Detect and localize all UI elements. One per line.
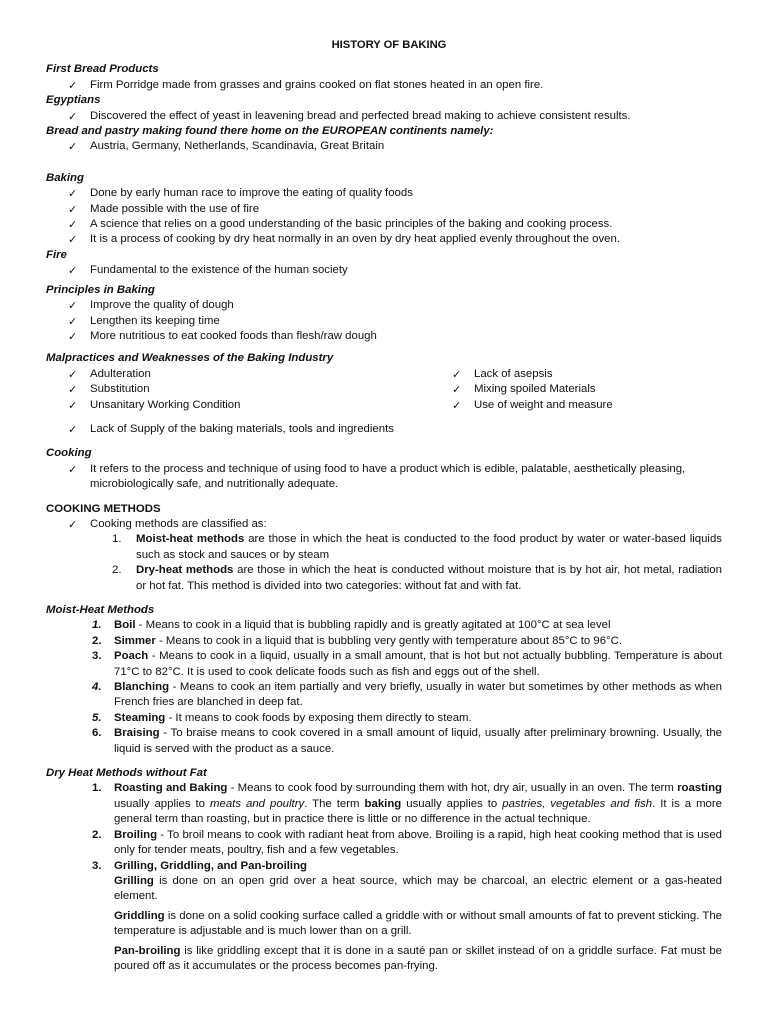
list-dry-heat bbox=[46, 781, 722, 974]
check-icon: ✓ bbox=[68, 329, 78, 343]
heading-baking: Baking bbox=[46, 171, 84, 184]
check-icon: ✓ bbox=[68, 462, 78, 476]
check-icon: ✓ bbox=[68, 78, 78, 92]
list-item: ✓ A science that relies on a good understanding of the basic principles of the baking and cooking process. bbox=[68, 218, 613, 232]
check-icon: ✓ bbox=[452, 367, 462, 381]
heading-dry-heat: Dry Heat Methods without Fat bbox=[46, 767, 207, 780]
check-icon: ✓ bbox=[68, 398, 78, 412]
list-item: ✓ Unsanitary Working Condition bbox=[68, 398, 241, 412]
list-item: ✓ Use of weight and measure bbox=[452, 398, 613, 412]
check-icon: ✓ bbox=[452, 383, 462, 397]
list-baking bbox=[46, 186, 722, 248]
heading-moist-heat: Moist-Heat Methods bbox=[46, 604, 155, 616]
list-fire bbox=[46, 263, 722, 278]
list-cooking-methods bbox=[46, 517, 722, 594]
list-item: ✓ Fundamental to the existence of the human society bbox=[68, 264, 348, 278]
heading-cooking-methods: COOKING METHODS bbox=[46, 502, 161, 515]
list-item: ✓ Improve the quality of dough bbox=[68, 299, 234, 313]
list-malpractices-left bbox=[46, 367, 430, 413]
check-icon: ✓ bbox=[68, 422, 78, 436]
list-item: 4. Blanching - Means to cook an item partially and very briefly, usually in water but sometimes by other methods as when French fries are blanched in deep fat. bbox=[92, 681, 722, 709]
list-item: 1. Boil - Means to cook in a liquid that is bubbling rapidly and is greatly agitated at 100°C at sea level bbox=[92, 619, 611, 632]
list-item: 1. Moist-heat methods are those in which the heat is conducted to the food product by water or water-based liquids such as stock and sauces or by steam bbox=[112, 533, 722, 561]
list-item: ✓ Discovered the effect of yeast in leavening bread and perfected bread making to achieve consistent results. bbox=[68, 109, 631, 123]
check-icon: ✓ bbox=[452, 398, 462, 412]
list-cooking bbox=[46, 462, 722, 493]
check-icon: ✓ bbox=[68, 187, 78, 201]
list-item: ✓ Lengthen its keeping time bbox=[68, 314, 220, 328]
list-item: 6. Braising - To braise means to cook covered in a small amount of liquid, usually after preliminary browning. Usually, the liquid is served with the product as a sauce. bbox=[92, 727, 722, 755]
list-item: ✓ It refers to the process and technique of using food to have a product which is edible, palatable, aesthetically pleasing, microbiologically safe, and nutritionally adequate. bbox=[68, 462, 686, 491]
check-icon: ✓ bbox=[68, 367, 78, 381]
heading-malpractices: Malpractices and Weaknesses of the Baking Industry bbox=[46, 352, 334, 365]
list-item: ✓ Cooking methods are classified as: 1. Moist-heat methods are those in which the heat is conducted to the food product by water or water-based liquids such as stock and sauces or by steam 2. Dry-heat methods are those in which the heat is conducted without moisture that is by hot air, hot metal, radiation or hot fat. This method is divided into two categories: without fat and with fat. bbox=[68, 517, 722, 594]
list-item: 3. Poach - Means to cook in a liquid, usually in a small amount, that is hot but not actually bubbling. Temperature is about 71°C to 82°C. It is used to cook delicate foods such as fish and eggs out of the shell. bbox=[92, 650, 722, 678]
list-item: ✓ Done by early human race to improve the eating of quality foods bbox=[68, 187, 413, 201]
check-icon: ✓ bbox=[68, 517, 78, 531]
list-item: ✓ Mixing spoiled Materials bbox=[452, 383, 596, 397]
list-item: ✓ Lack of asepsis bbox=[452, 367, 553, 381]
list-item: 5. Steaming - It means to cook foods by exposing them directly to steam. bbox=[92, 711, 472, 724]
list-item: ✓ Austria, Germany, Netherlands, Scandinavia, Great Britain bbox=[68, 140, 385, 154]
list-malpractices-extra bbox=[46, 422, 722, 437]
heading-egyptians: Egyptians bbox=[46, 94, 101, 107]
check-icon: ✓ bbox=[68, 140, 78, 154]
list-egyptians bbox=[46, 109, 722, 124]
paragraph-pan-broiling: Pan-broiling is like griddling except that it is done in a sauté pan or skillet instead of on a griddle surface. Fat must be poured off as it accumulates or the process becomes pan-frying. bbox=[114, 944, 722, 972]
list-item: ✓ Lack of Supply of the baking materials, tools and ingredients bbox=[68, 422, 394, 436]
paragraph-griddling: Griddling is done on a solid cooking surface called a griddle with or without small amounts of fat to prevent sticking. The temperature is adjustable and is much lower than on a grill. bbox=[114, 909, 722, 938]
check-icon: ✓ bbox=[68, 299, 78, 313]
check-icon: ✓ bbox=[68, 109, 78, 123]
list-item: ✓ Substitution bbox=[68, 383, 150, 397]
list-item: ✓ Firm Porridge made from grasses and grains cooked on flat stones heated in an open fire. bbox=[68, 78, 544, 92]
list-method-classes bbox=[90, 532, 722, 594]
list-item: ✓ Made possible with the use of fire bbox=[68, 202, 260, 216]
list-item: 1. Roasting and Baking - Means to cook food by surrounding them with hot, dry air, usually in an oven. The term roasting usually applies to meats and poultry. The term baking usually applies to pastries, vegetables and fish. It is a more general term than roasting, but in practice there is little or no difference in the actual technique. bbox=[92, 782, 723, 826]
heading-fire: Fire bbox=[46, 248, 67, 261]
check-icon: ✓ bbox=[68, 218, 78, 232]
list-item: ✓ More nutritious to eat cooked foods than flesh/raw dough bbox=[68, 329, 377, 343]
check-icon: ✓ bbox=[68, 264, 78, 278]
list-moist-heat bbox=[46, 618, 722, 757]
malpractices-columns bbox=[46, 367, 722, 413]
paragraph-grilling: Grilling is done on an open grid over a heat source, which may be charcoal, an electric element or a gas-heated element. bbox=[114, 874, 722, 903]
list-item: ✓ Adulteration bbox=[68, 367, 151, 381]
check-icon: ✓ bbox=[68, 202, 78, 216]
list-item: 3. Grilling, Griddling, and Pan-broiling Grilling is done on an open grid over a heat source, which may be charcoal, an electric element or a gas-heated element. Griddling is done on a solid cooking surface called a griddle with or without small amounts of fat to prevent sticking. The temperature is adjustable and is much lower than on a grill. Pan-broiling is like griddling except that it is done in a sauté pan or skillet instead of on a griddle surface. Fat must be poured off as it accumulates or the process becomes pan-frying. bbox=[92, 859, 722, 975]
check-icon: ✓ bbox=[68, 314, 78, 328]
check-icon: ✓ bbox=[68, 233, 78, 247]
list-principles bbox=[46, 298, 722, 344]
heading-cooking: Cooking bbox=[46, 447, 92, 460]
list-european bbox=[46, 139, 722, 154]
heading-european: Bread and pastry making found there home on the EUROPEAN continents namely: bbox=[46, 125, 494, 138]
list-item: 2. Simmer - Means to cook in a liquid that is bubbling very gently with temperature about 85°C to 96°C. bbox=[92, 634, 623, 647]
list-item: ✓ It is a process of cooking by dry heat normally in an oven by dry heat applied evenly throughout the oven. bbox=[68, 233, 620, 247]
heading-principles: Principles in Baking bbox=[46, 283, 155, 296]
list-item: 2. Dry-heat methods are those in which the heat is conducted without moisture that is by hot air, hot metal, radiation or hot fat. This method is divided into two categories: without fat and with fat. bbox=[112, 564, 722, 592]
list-item: 2. Broiling - To broil means to cook with radiant heat from above. Broiling is a rapid, high heat cooking method that is used only for tender meats, poultry, fish and a few vegetables. bbox=[92, 828, 722, 857]
list-malpractices-right bbox=[430, 367, 720, 413]
check-icon: ✓ bbox=[68, 383, 78, 397]
page-title: HISTORY OF BAKING bbox=[331, 39, 447, 51]
heading-first-bread: First Bread Products bbox=[46, 63, 159, 76]
list-first-bread bbox=[46, 78, 722, 93]
